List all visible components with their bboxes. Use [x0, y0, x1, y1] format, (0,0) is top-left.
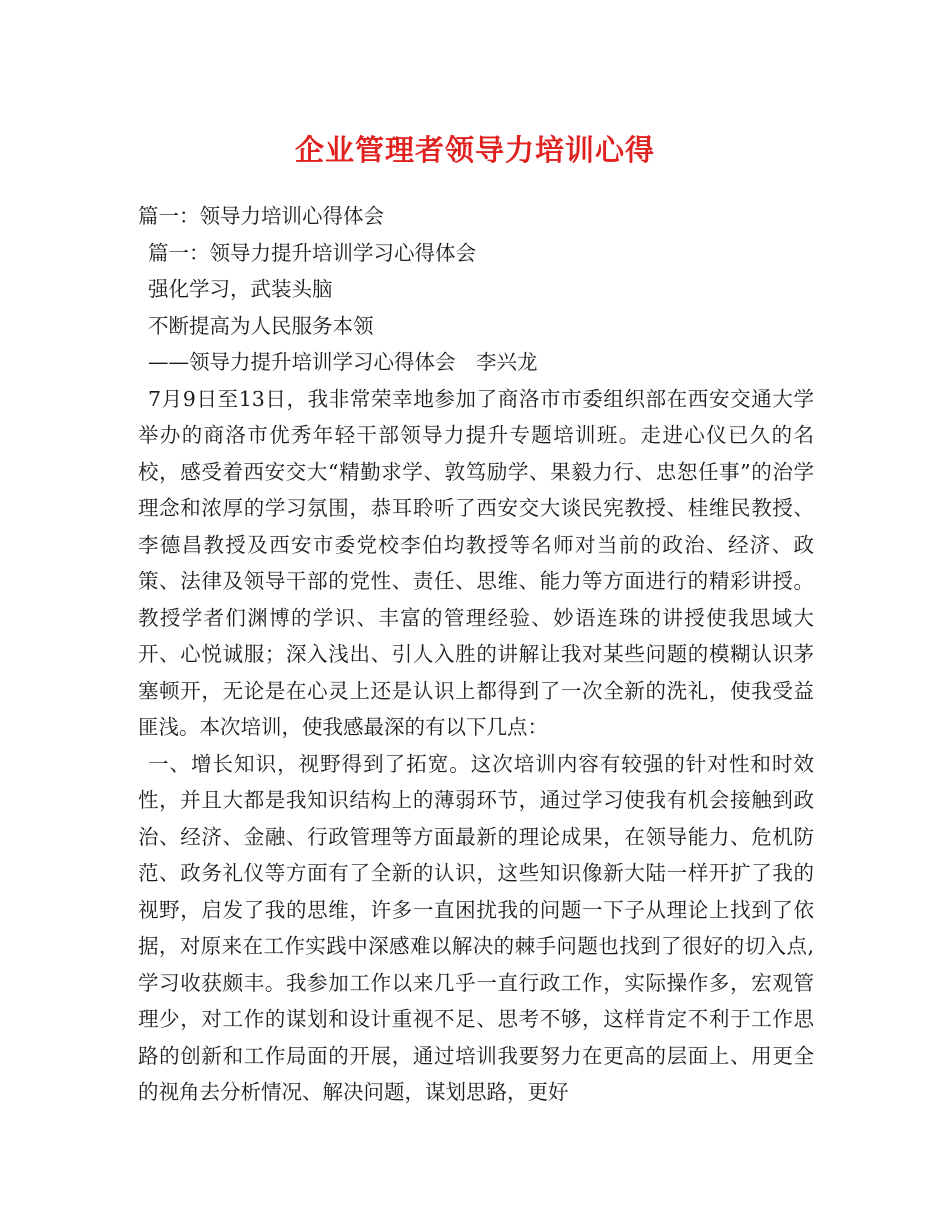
subsection-heading: 篇一：领导力提升培训学习心得体会	[148, 240, 476, 265]
article-byline: ——领导力提升培训学习心得体会 李兴龙	[148, 350, 538, 374]
document-title: 企业管理者领导力培训心得	[294, 133, 655, 167]
article-title-line-1: 强化学习，武装头脑	[148, 277, 333, 301]
article-title-line-2: 不断提高为人民服务本领	[148, 313, 374, 338]
document-body	[138, 198, 814, 1111]
section-heading: 篇一：领导力培训心得体会	[138, 204, 384, 228]
paragraph-point-one: 一、增长知识，视野得到了拓宽。这次培训内容有较强的针对性和时效性，并且大都是我知识结构上的薄弱环节，通过学习使我有机会接触到政治、经济、金融、行政管理等方面最新的理论成果，在领导能力、危机防范、政务礼仪等方面有了全新的认识，这些知识像新大陆一样开扩了我的视野，启发了我的思维，许多一直困扰我的问题一下子从理论上找到了依据，对原来在工作实践中深感难以解决的棘手问题也找到了很好的切入点,学习收获颇丰。我参加工作以来几乎一直行政工作，实际操作多，宏观管理少，对工作的谋划和设计重视不足、思考不够，这样肯定不利于工作思路的创新和工作局面的开展，通过培训我要努力在更高的层面上、用更全的视角去分析情况、解决问题，谋划思路，更好	[138, 751, 814, 1104]
paragraph-intro: 7月9日至13日，我非常荣幸地参加了商洛市市委组织部在西安交通大学举办的商洛市优秀年轻干部领导力提升专题培训班。走进心仪已久的名校，感受着西安交大“精勤求学、敦笃励学、果毅力行、忠恕任事”的治学理念和浓厚的学习氛围，恭耳聆听了西安交大谈民宪教授、桂维民教授、李德昌教授及西安市委党校李伯均教授等名师对当前的政治、经济、政策、法律及领导干部的党性、责任、思维、能力等方面进行的精彩讲授。教授学者们渊博的学识、丰富的管理经验、妙语连珠的讲授使我思域大开、心悦诚服；深入浅出、引人入胜的讲解让我对某些问题的模糊认识茅塞顿开，无论是在心灵上还是认识上都得到了一次全新的洗礼，使我受益匪浅。本次培训，使我感最深的有以下几点：	[138, 386, 814, 739]
